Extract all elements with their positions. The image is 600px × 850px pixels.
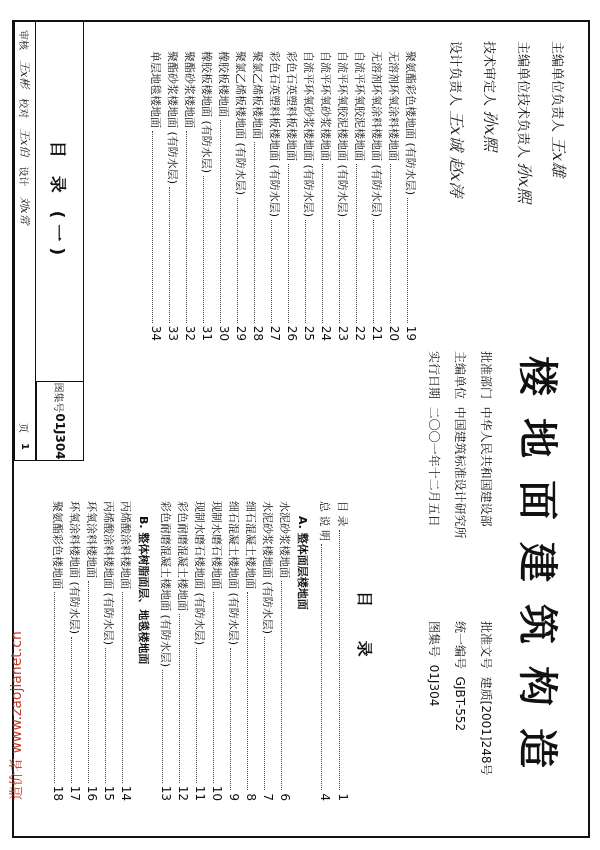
toc-row: 聚氯乙烯板楼地面 (有防水层) 29 xyxy=(234,51,248,341)
toc-row-intro-0: 目 录 1 xyxy=(336,501,350,801)
watermark: 造价者 www.zaojianet.cn xyxy=(9,631,25,800)
toc-row: 现制水磨石楼地面 (有防水层) 11 xyxy=(193,501,207,801)
sheet-title: 目 录 (一) xyxy=(47,140,68,262)
toc-row-intro-1: 总 说 明 4 xyxy=(318,501,332,801)
toc-row: 环氧涂料楼地面 16 xyxy=(85,501,99,801)
toc-row: 水泥砂浆楼地面 6 xyxy=(278,501,292,801)
toc-row: 无溶剂环氧涂料楼地面 20 xyxy=(387,51,401,341)
toc-row: 丙烯酸涂料楼地面 (有防水层) 15 xyxy=(102,501,116,801)
toc-row: 自流平环氧胶泥楼地面 22 xyxy=(353,51,367,341)
signature-row: 审核 王x彬 校对 王x伯 设计 刘x常 页 1 xyxy=(14,21,36,461)
toc-row: 细石混凝土楼地面 (有防水层) 9 xyxy=(227,501,241,801)
approval-row: 实行日期 二〇〇一年十二月五日 xyxy=(427,351,441,527)
responsible-block: 主编单位负责人 王x雄 主编单位技术负责人 孙x熙 技术审定人 孙x熙 设计负责人 王x诚 赵x涛 xyxy=(447,41,568,204)
toc-row: 无溶剂环氧涂料楼地面 (有防水层) 21 xyxy=(370,51,384,341)
toc-section-a: A. 整体面层楼地面 xyxy=(296,516,309,610)
toc-row: 聚氨酯彩色楼地面 (有防水层) 19 xyxy=(404,51,418,341)
toc-row: 橡胶板楼地面 (有防水层) 31 xyxy=(200,51,214,341)
toc-row: 细石混凝土楼地面 8 xyxy=(244,501,258,801)
atlas-cell: 图集号 01J304 xyxy=(36,381,84,461)
toc-row: 彩色耐磨混凝土楼地面 (有防水层) 13 xyxy=(159,501,173,801)
approval-right-block: 批准文号 建质[2001]248号 统一编号 GJBT-552 图集号 01J304 xyxy=(427,621,493,776)
toc-row: 聚氯乙烯板楼地面 28 xyxy=(251,51,265,341)
toc-row: 丙烯酸涂料楼地面 14 xyxy=(119,501,133,801)
toc-row: 聚酯砂浆楼地面 32 xyxy=(183,51,197,341)
toc-row: 自流平环氧砂浆楼地面 (有防水层) 25 xyxy=(302,51,316,341)
toc-row: 自流平环氧砂浆楼地面 24 xyxy=(319,51,333,341)
toc-row: 水泥砂浆楼地面 (有防水层) 7 xyxy=(261,501,275,801)
document-title: 楼地面建筑构造 xyxy=(514,356,561,790)
toc-row: 彩色石英塑料板楼地面 26 xyxy=(285,51,299,341)
toc-row: 彩色石英塑料板楼地面 (有防水层) 27 xyxy=(268,51,282,341)
toc-row: 环氧涂料楼地面 (有防水层) 17 xyxy=(68,501,82,801)
toc-row: 聚酯砂浆楼地面 (有防水层) 33 xyxy=(166,51,180,341)
approval-block xyxy=(421,351,499,539)
approval-row: 批准部门 中华人民共和国建设部 xyxy=(479,351,493,527)
sheet-content xyxy=(13,21,589,837)
toc-row: 聚氨酯彩色楼地面 18 xyxy=(51,501,65,801)
approval-row: 主编单位 中国建筑标准设计研究所 xyxy=(453,351,467,539)
toc-heading: 目 录 xyxy=(355,591,374,671)
toc-row: 彩色耐磨混凝土楼地面 12 xyxy=(176,501,190,801)
toc-row: 单层地毯楼地面 34 xyxy=(149,51,163,341)
toc-row: 现制水磨石楼地面 10 xyxy=(210,501,224,801)
toc-row: 自流平环氧胶泥楼地面 (有防水层) 23 xyxy=(336,51,350,341)
toc-section-b: B. 整体树脂面层、地毯楼地面 xyxy=(137,516,150,665)
toc-row: 橡胶板楼地面 30 xyxy=(217,51,231,341)
